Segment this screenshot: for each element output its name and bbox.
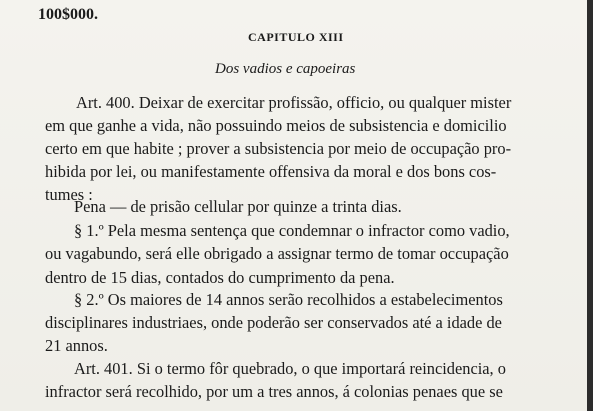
paragraph-line: em que ganhe a vida, não possuindo meios de subsistencia e domicilio <box>45 116 507 135</box>
page-edge-shadow <box>587 0 593 411</box>
paragraph-line: § 1.º Pela mesma sentença que condemnar o infractor como vadio, <box>74 221 510 240</box>
chapter-title: Dos vadios e capoeiras <box>215 61 356 77</box>
paragraph-line: tumes : <box>45 185 93 204</box>
paragraph-line: Art. 400. Deixar de exercitar profissão, officio, ou qualquer mister <box>76 93 512 112</box>
paragraph-line: dentro de 15 dias, contados do cumprimento da pena. <box>45 268 395 287</box>
header-amount: 100$000. <box>38 6 98 23</box>
paragraph-line: certo em que habite ; prover a subsistencia por meio de occupação pro- <box>45 139 512 158</box>
paragraph-line: Pena — de prisão cellular por quinze a trinta dias. <box>74 197 402 216</box>
paragraph-line: ou vagabundo, será elle obrigado a assignar termo de tomar occupação <box>45 244 509 263</box>
paragraph-line: 21 annos. <box>45 336 108 355</box>
paragraph-line: disciplinares industriaes, onde poderão ser conservados até a idade de <box>45 313 502 332</box>
chapter-label: CAPITULO XIII <box>248 30 344 44</box>
paragraph-line: § 2.º Os maiores de 14 annos serão recolhidos a estabelecimentos <box>74 290 503 309</box>
paragraph-line: hibida por lei, ou manifestamente offensiva da moral e dos bons cos- <box>45 162 497 181</box>
paragraph-line: infractor será recolhido, por um a tres annos, á colonias penaes que se <box>45 382 503 401</box>
paragraph-line: Art. 401. Si o termo fôr quebrado, o que importará reincidencia, o <box>74 359 506 378</box>
